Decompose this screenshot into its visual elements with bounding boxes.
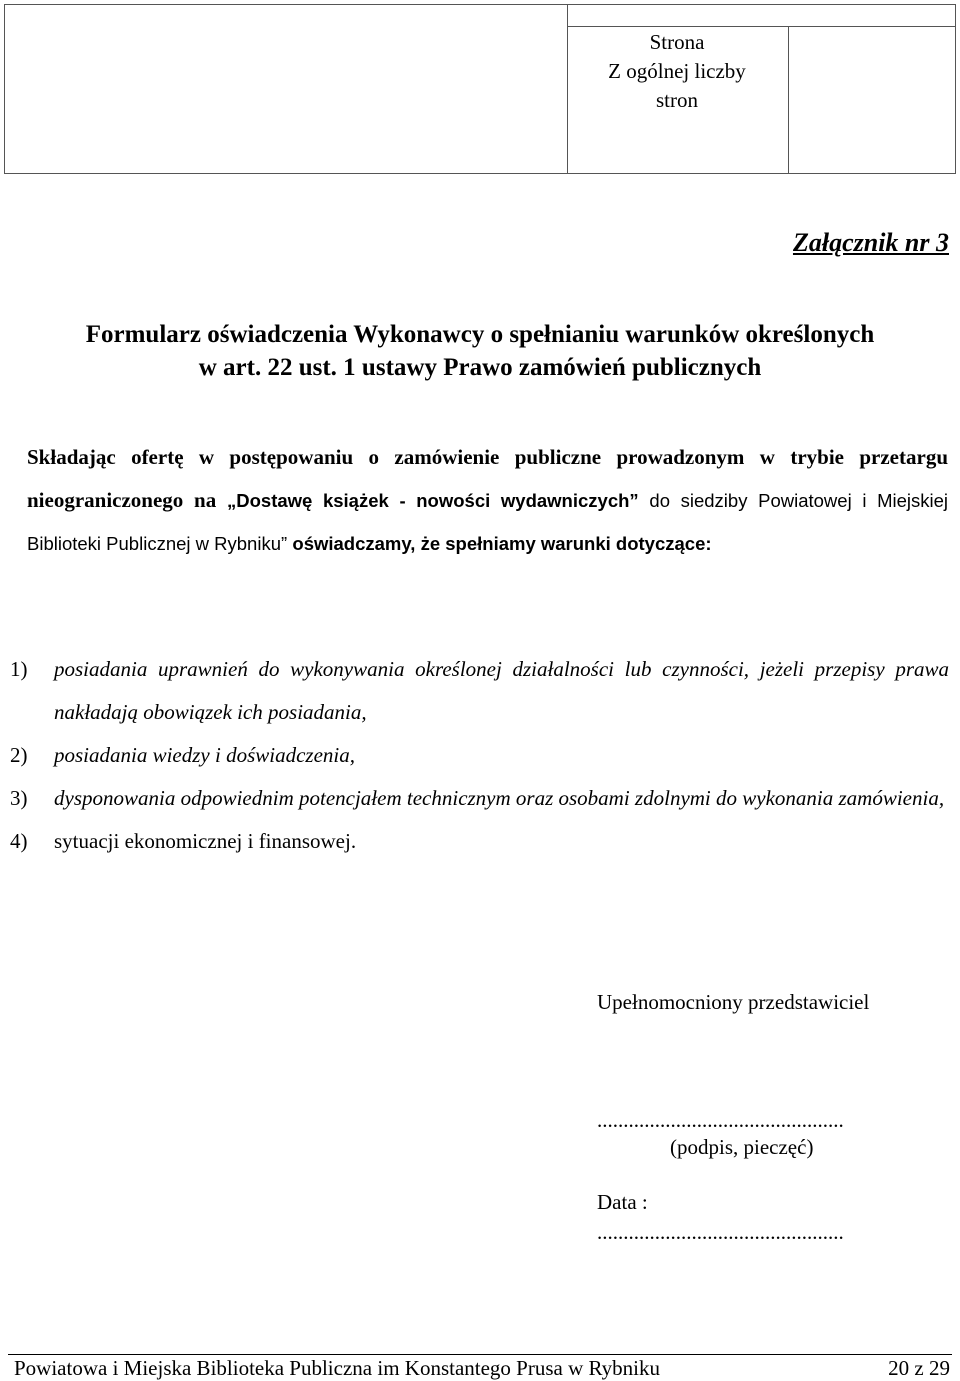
list-text: sytuacji ekonomicznej i finansowej.	[54, 829, 357, 853]
signature-line: ...............................................	[597, 1108, 844, 1132]
list-number: 3)	[10, 786, 28, 810]
contract-name: „Dostawę książek - nowości wydawniczych”	[227, 490, 639, 511]
date-label: Data :	[597, 1190, 648, 1214]
library-name: do siedziby Powiatowej i Miejskiej Biblioteki Publicznej w Rybniku”	[27, 490, 948, 554]
list-number: 1)	[10, 657, 28, 681]
list-item	[10, 820, 949, 863]
box-divider-vertical	[788, 26, 789, 174]
intro-paragraph	[27, 436, 948, 565]
pages-label: stron	[656, 88, 698, 112]
representative-label: Upełnomocniony przedstawiciel	[597, 990, 870, 1014]
footer-institution: Powiatowa i Miejska Biblioteka Publiczna im Konstantego Prusa w Rybniku	[14, 1356, 661, 1380]
list-item	[10, 648, 949, 734]
list-text: posiadania uprawnień do wykonywania określonej działalności lub czynności, jeżeli przepisy prawa nakładają obowiązek ich posiadania,	[54, 657, 949, 724]
footer-page-number: 20 z 29	[888, 1356, 950, 1380]
box-divider-horizontal	[568, 26, 956, 27]
signature-caption: (podpis, pieczęć)	[670, 1135, 814, 1159]
form-title	[24, 318, 936, 384]
attachment-heading: Załącznik nr 3	[792, 228, 949, 257]
list-number: 4)	[10, 829, 28, 853]
page-count-label	[572, 28, 782, 115]
list-item	[10, 777, 949, 820]
declaration-text: oświadczamy, że spełniamy warunki dotyczące:	[292, 533, 712, 554]
form-title-line1: Formularz oświadczenia Wykonawcy o spełnianiu warunków określonych	[85, 321, 875, 348]
date-line: ...............................................	[597, 1220, 844, 1244]
conditions-list	[10, 648, 949, 863]
list-text: posiadania wiedzy i doświadczenia,	[54, 743, 355, 767]
intro-text: Składając ofertę w postępowaniu o zamówienie publiczne prowadzonym w trybie przetargu nieograniczonego na	[27, 445, 948, 512]
list-text: dysponowania odpowiednim potencjałem technicznym oraz osobami zdolnymi do wykonania zamówienia,	[54, 786, 945, 810]
form-title-line2: w art. 22 ust. 1 ustawy Prawo zamówień publicznych	[198, 354, 762, 381]
page-label: Strona	[649, 30, 705, 54]
footer-divider	[8, 1354, 952, 1355]
total-pages-label: Z ogólnej liczby	[608, 59, 746, 83]
list-item	[10, 734, 949, 777]
list-number: 2)	[10, 743, 28, 767]
